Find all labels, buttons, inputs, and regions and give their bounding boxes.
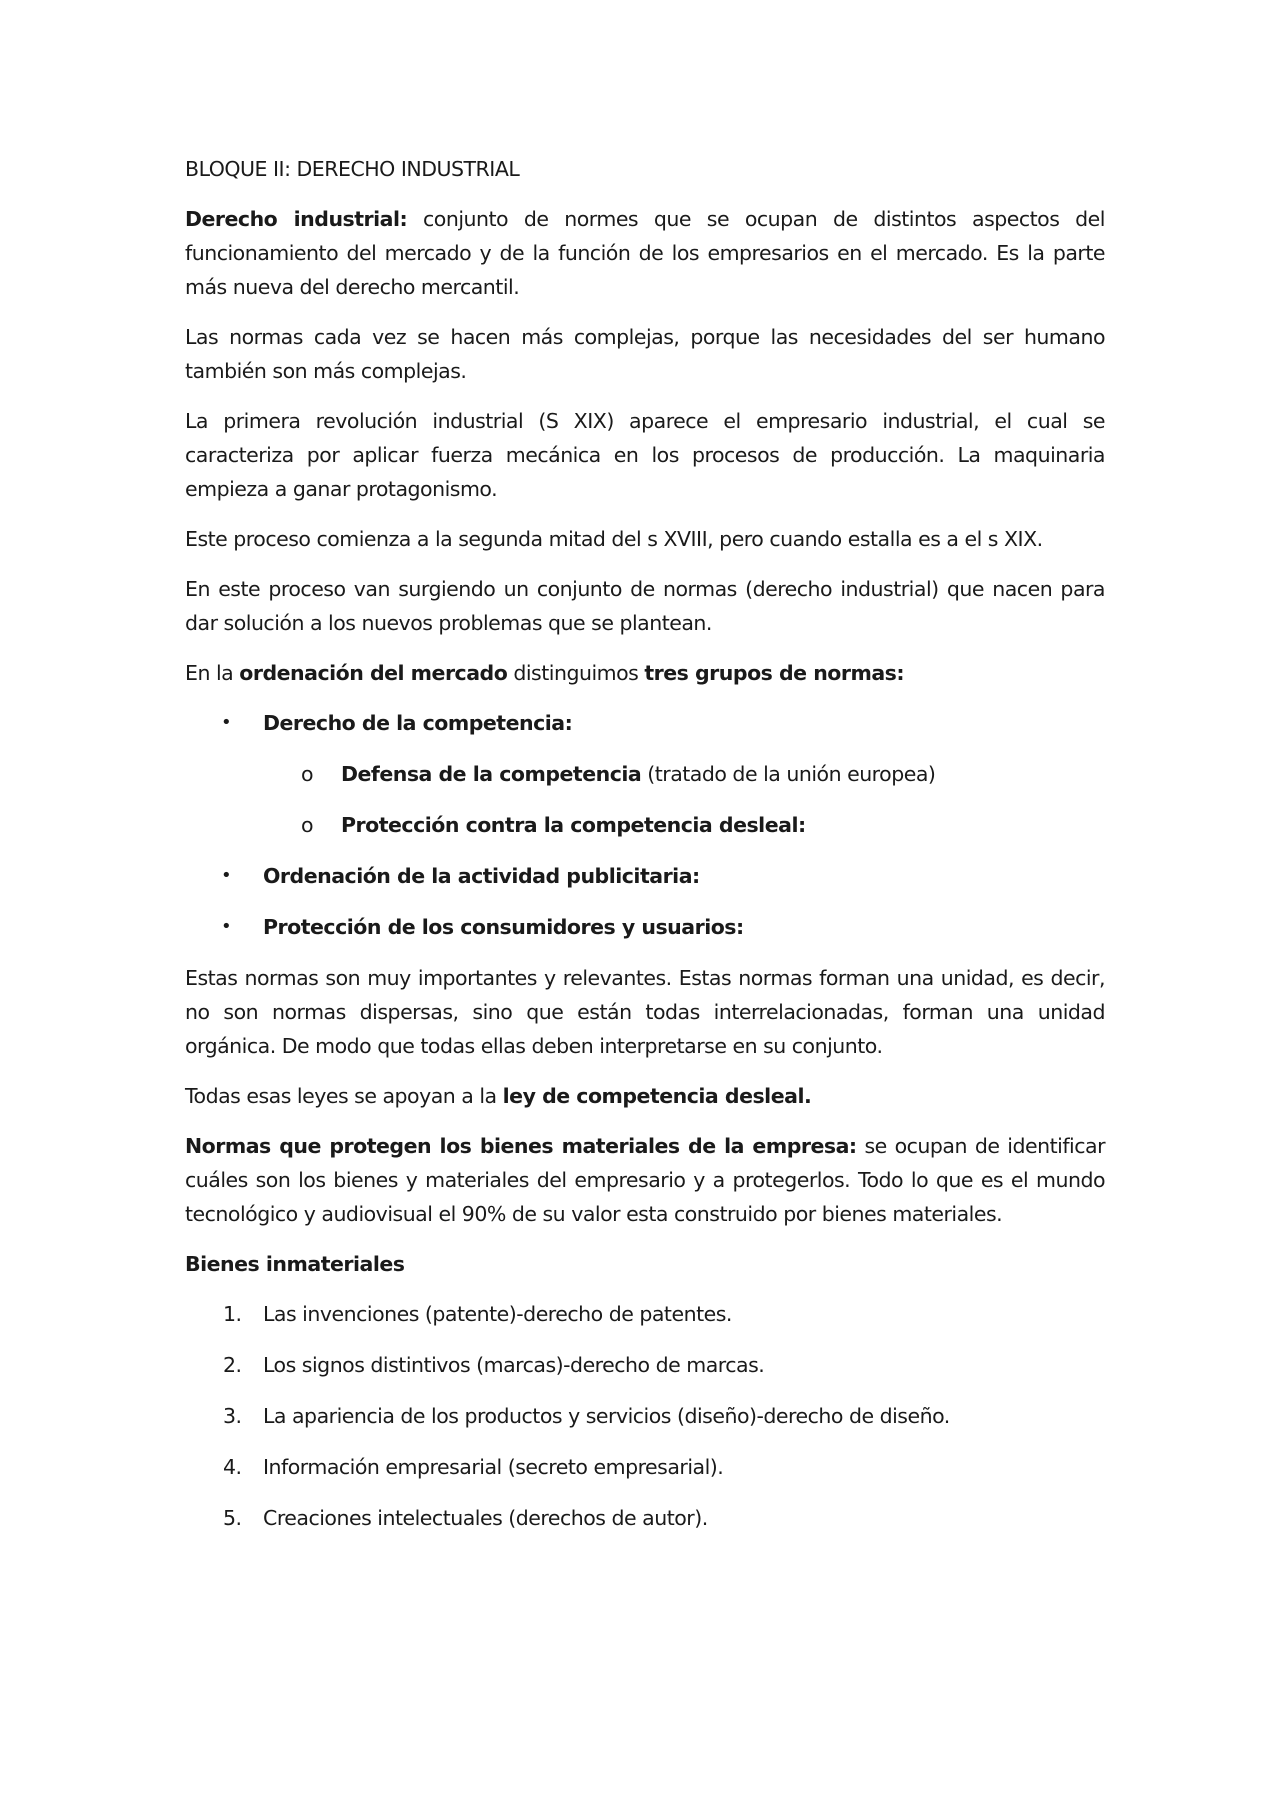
paragraph-revolution: La primera revolución industrial (S XIX) aparece el empresario industrial, el cual se caracteriza por aplicar fuerza mecánica en los procesos de producción. La maquinaria empieza a ganar protagonismo. [185,409,1105,501]
bullet-icon: • [221,865,232,886]
numbered-item: 1. Las invenciones (patente)-derecho de patentes. [185,1297,1105,1331]
document-body [185,152,1105,1552]
number-marker: 1. [223,1302,242,1326]
number-marker: 2. [223,1353,242,1377]
document-heading: BLOQUE II: DERECHO INDUSTRIAL [185,157,520,181]
paragraph-process-norms: En este proceso van surgiendo un conjunto de normas (derecho industrial) que nacen para dar solución a los nuevos problemas que se plantean. [185,577,1105,635]
numbered-item: 3. La apariencia de los productos y servicios (diseño)-derecho de diseño. [185,1399,1105,1433]
list-item: • Ordenación de la actividad publicitaria: [185,859,1105,893]
list-item: • Derecho de la competencia: [185,706,1105,740]
term-derecho-industrial: Derecho industrial: [185,207,408,231]
sub-list-item: o Protección contra la competencia desleal: [185,808,1105,842]
circle-bullet-icon: o [301,813,314,837]
sub-list-item: o Defensa de la competencia (tratado de la unión europea) [185,757,1105,791]
numbered-item: 4. Información empresarial (secreto empresarial). [185,1450,1105,1484]
paragraph-market-order: En la ordenación del mercado distinguimos tres grupos de normas: [185,661,905,685]
numbered-item: 5. Creaciones intelectuales (derechos de autor). [185,1501,1105,1535]
paragraph-laws: Todas esas leyes se apoyan a la ley de competencia desleal. [185,1084,812,1108]
number-marker: 5. [223,1506,242,1530]
bullet-icon: • [221,712,232,733]
paragraph-process-start: Este proceso comienza a la segunda mitad del s XVIII, pero cuando estalla es a el s XIX. [185,527,1043,551]
paragraph-material-goods: Normas que protegen los bienes materiales de la empresa: se ocupan de identificar cuáles son los bienes y materiales del empresario y a protegerlos. Todo lo que es el mundo tecnológico y audiovisual el 90% de su valor esta construido por bienes materiales. [185,1134,1106,1226]
norm-groups-list [185,706,1105,944]
number-marker: 4. [223,1455,242,1479]
list-item: • Protección de los consumidores y usuarios: [185,910,1105,944]
section-title-intangibles: Bienes inmateriales [185,1252,405,1276]
bullet-icon: • [221,916,232,937]
paragraph-definition: Derecho industrial: conjunto de normes que se ocupan de distintos aspectos del funcionamiento del mercado y de la función de los empresarios en el mercado. Es la parte más nueva del derecho mercantil. [185,207,1105,299]
intangibles-list [185,1297,1105,1535]
paragraph-unity: Estas normas son muy importantes y relevantes. Estas normas forman una unidad, es decir, no son normas dispersas, sino que están todas interrelacionadas, forman una unidad orgánica. De modo que todas ellas deben interpretarse en su conjunto. [185,966,1105,1058]
numbered-item: 2. Los signos distintivos (marcas)-derecho de marcas. [185,1348,1105,1382]
paragraph-complexity: Las normas cada vez se hacen más complejas, porque las necesidades del ser humano también son más complejas. [185,325,1105,383]
number-marker: 3. [223,1404,242,1428]
circle-bullet-icon: o [301,762,314,786]
